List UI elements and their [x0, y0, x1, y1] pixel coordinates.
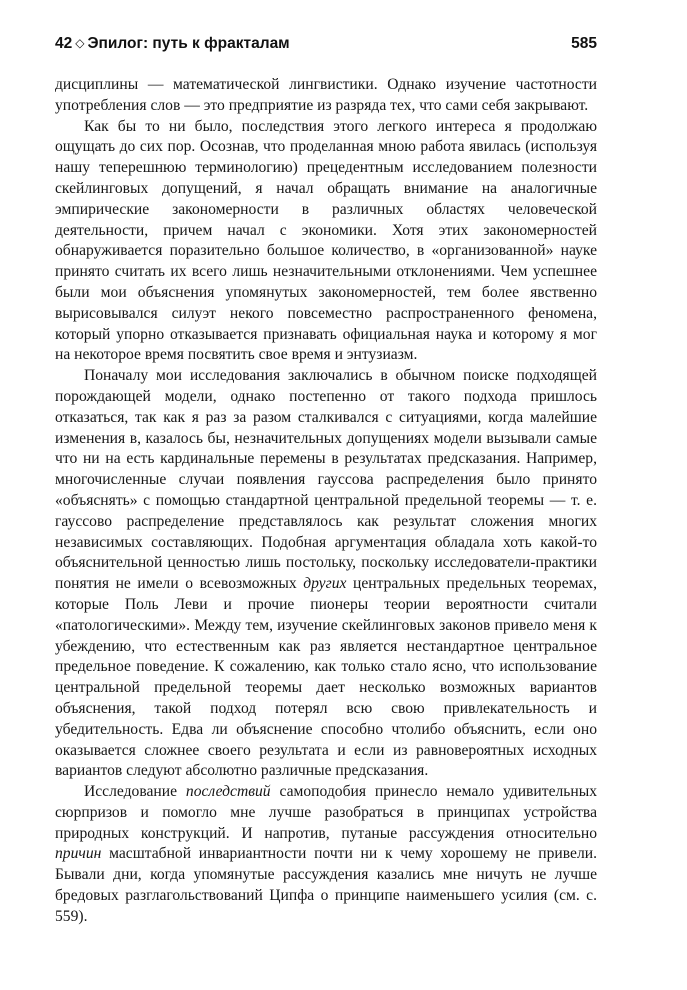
- text-run: масштабной инвариантности почти ни к чему хорошему не привели. Бывали дни, когда упомянутые рассуждения казались мне ничуть не лучше бредовых разглагольствований Ципфа о принципе наименьшего усилия (см. с. 559).: [55, 845, 597, 925]
- paragraph: [55, 75, 597, 117]
- text-run: Как бы то ни было, последствия этого легкого интереса я продолжаю ощущать до сих пор. Осознав, что проделанная мною работа явилась (используя нашу теперешнюю терминологию) прецедентным исследованием полезности скейлинговых допущений, я начал обращать внимание на аналогичные эмпирические закономерности в различных областях человеческой деятельности, причем начал с экономики. Хотя этих закономерностей обнаруживается поразительно большое количество, в «организованной» науке принято считать их всего лишь незначительными отклонениями. Чем успешнее были мои объяснения упомянутых закономерностей, тем более явственно вырисовывался силуэт некого повсеместно распространенного феномена, который упорно отказывается признавать официальная наука и которому я мог на некоторое время посвятить свое время и энтузиазм.: [55, 117, 597, 364]
- text-run: Исследование: [84, 783, 186, 801]
- page-number: 585: [571, 35, 597, 52]
- text-run: дисциплины — математической лингвистики. Однако изучение частотности употребления слов — это предприятие из разряда тех, что сами себя закрывают.: [55, 76, 597, 114]
- text-run: самоподобия принесло немало удивительных сюрпризов и помогло мне лучше разобраться в принципах устройства природных конструкций. И напротив, путаные рассуждения относительно: [55, 783, 598, 842]
- chapter-heading: [55, 35, 290, 53]
- text-run: центральных предельных теоремах, которые Поль Леви и прочие пионеры теории вероятности считали «патологическими». Между тем, изучение скейлинговых законов привело меня к убеждению, что естественным как раз является нестандартное центральное предельное поведение. К сожалению, как только стало ясно, что использование центральной предельной теоремы дает несколько возможных вариантов объяснения, такой подход потерял всю свою привлекательность и убедительность. Едва ли объяснение способно чтолибо объяснить, если оно оказывается сложнее своего результата и если из равновероятных исходных вариантов следуют абсолютно различные предсказания.: [55, 575, 597, 780]
- paragraph: [55, 782, 597, 928]
- running-header: [55, 33, 597, 55]
- emphasis-text: других: [303, 575, 347, 593]
- body-text: [55, 75, 597, 928]
- paragraph: [55, 366, 597, 782]
- chapter-title: Эпилог: путь к фракталам: [87, 35, 290, 52]
- diamond-icon: ◇: [75, 36, 85, 50]
- paragraph: [55, 117, 597, 367]
- text-run: Поначалу мои исследования заключались в обычном поиске подходящей порождающей модели, однако постепенно от такого подхода пришлось отказаться, так как я раз за разом сталкивался с ситуациями, когда малейшие изменения в, казалось бы, незначительных допущениях модели вызывали самые что ни на есть кардинальные перемены в результатах предсказания. Например, многочисленные случаи появления гауссова распределения было принято «объяснять» с помощью стандартной центральной предельной теоремы — т. е. гауссово распределение представлялось как результат сложения многих независимых составляющих. Подобная аргументация обладала хоть какой-то объяснительной ценностью лишь постольку, поскольку исследователи-практики понятия не имели о всевозможных: [55, 367, 597, 593]
- chapter-number: 42: [55, 35, 73, 52]
- emphasis-text: последствий: [185, 783, 271, 801]
- emphasis-text: причин: [55, 845, 102, 863]
